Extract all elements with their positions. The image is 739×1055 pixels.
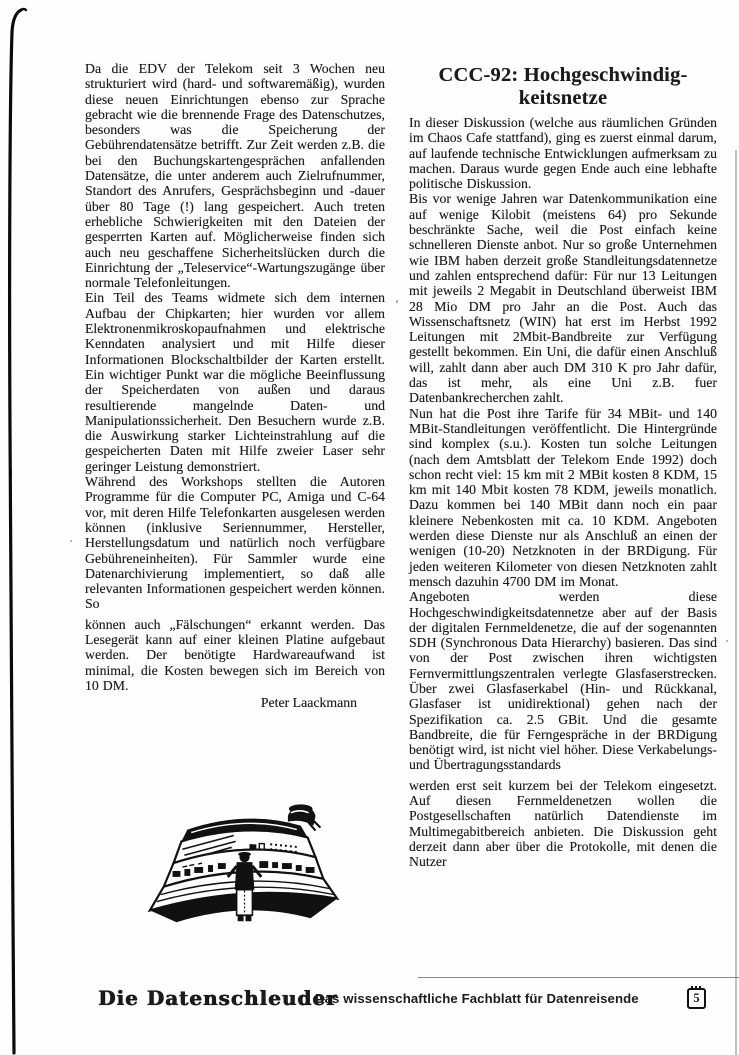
magazine-brand: Die Datenschleuder: [98, 986, 338, 1010]
paragraph: werden erst seit kurzem bei der Telekom eingesetzt. Auf diesen Fernmeldenetzen wollen die Postgesellschaften natürlich Datendienste im Multimegabitbereich anbieten. Die Diskussion geht derzeit dann aber über die Protokolle, mit denen die Nutzer: [409, 777, 717, 870]
paragraph: Da die EDV der Telekom seit 3 Wochen neu strukturiert wird (hard- und softwaremäßig), wurden diese neuen Einrichtungen ebenso zur Sprache gebracht wie die brennende Frage des Datenschutzes, besonders was die Speicherung der Gebührendatensätze betrifft. Zur Zeit werden z.B. die bei den Buchungskartengesprächen anfallenden Datensätze, die unter anderem auch Zielrufnummer, Standort des Anrufers, Gesprächsbeginn und -dauer über 80 Tage (!) lang gespeichert. Auch treten erhebliche Schwierigkeiten mit den Dateien der gesperrten Karten auf. Möglicherweise finden sich auch neu geschaffene Sicherheitslücken durch die Einrichtung der „Teleservice“-Wartungszugänge über normale Telefonleitungen.: [85, 61, 385, 291]
article-right-column: [409, 64, 717, 870]
scan-speck: [726, 640, 728, 642]
page-number-badge: [687, 988, 706, 1009]
article-title: [409, 64, 717, 109]
paragraph: Während des Workshops stellten die Autoren Programme für die Computer PC, Amiga und C-64 vor, mit deren Hilfe Telefonkarten ausgelesen werden können (inklusive Seriennummer, Hersteller, Herstellungsdatum und natürlich noch verfügbare Gebühreneinheiten). Für Sammler wurde eine Datenarchivierung implementiert, so daß alle relevanten Informationen gespeichert werden können. So: [85, 474, 385, 612]
article-title-line1: CCC-92: Hochgeschwindig-: [438, 64, 688, 86]
magazine-tagline: Das wissenschaftliche Fachblatt für Datenreisende: [315, 991, 639, 1006]
scan-right-edge-line: [735, 150, 737, 1055]
scan-speck: [70, 540, 72, 542]
page-number: 5: [693, 991, 700, 1005]
console-operator-illustration: [143, 800, 350, 938]
scan-speck: [396, 300, 398, 303]
paragraph: können auch „Fälschungen“ erkannt werden. Das Lesegerät kann auf einer kleinen Platine aufgebaut werden. Der benötigte Hardwareaufwand ist minimal, die Kosten bewegen sich im Bereich von 10 DM.: [85, 616, 385, 693]
paragraph: Ein Teil des Teams widmete sich dem internen Aufbau der Chipkarten; hier wurden vor allem Elektronenmikroskopaufnahmen und elektrische Kenndaten analysiert und mit Hilfe dieser Informationen Blockschaltbilder der Karten erstellt. Ein wichtiger Punkt war die mögliche Beeinflussung der Speicherdaten von außen und daraus resultierende mangelnde Daten- und Manipulationssicherheit. Den Besuchern wurde z.B. die Auswirkung starker Lichteinstrahlung auf die gespeicherten Daten mit Hilfe zweier Laser sehr geringer Leistung demonstriert.: [85, 290, 385, 474]
author-signature: Peter Laackmann: [260, 695, 357, 711]
paragraph: Bis vor wenige Jahren war Datenkommunikation eine auf wenige Kilobit (meistens 64) pro Sekunde beschränkte Sache, weil die Post einfach keine schnelleren Dienste anbot. Nur so große Unternehmen wie IBM haben derzeit große Standleitungsdatennetze und zahlen entsprechend dafür: Für nur 13 Leitungen mit jeweils 2 Megabit in Deutschland überweist IBM 28 Mio DM pro Jahr an die Post. Auch das Wissenschaftsnetz (WIN) hat erst im Herbst 1992 Leitungen mit 2Mbit-Bandbreite zur Verfügung gestellt bekommen. Ein Uni, die dafür einen Anschluß will, zahlt dann aber auch DM 310 K pro Jahr dafür, das ist mehr, als eine Uni z.B. fuer Datenbankrecherchen zahlt.: [409, 191, 717, 406]
paragraph: In dieser Diskussion (welche aus räumlichen Gründen im Chaos Cafe stattfand), ging es zuerst einmal darum, auf laufende technische Entwicklungen aufmerksam zu machen. Daraus wurde gegen Ende auch eine lebhafte politische Diskussion.: [409, 115, 717, 192]
article-title-line2: keitsnetze: [518, 86, 608, 109]
scan-edge-mark: [0, 0, 30, 1055]
footer-rule: [418, 977, 739, 978]
paragraph: Nun hat die Post ihre Tarife für 34 MBit- und 140 MBit-Standleitungen veröffentlicht. Die Hintergründe sind komplex (s.u.). Kosten tun solche Leitungen (nach dem Amtsblatt der Telekom Ende 1992) doch schon recht viel: 15 km mit 2 MBit kosten 8 KDM, 15 km mit 140 Mbit kosten 78 KDM, jeweils monatlich. Dazu kommen bei 140 MBit dann noch ein paar kleinere Nebenkosten mit ca. 10 KDM. Angeboten werden diese Dienste nur als Anschluß an einen der wenigen (10-20) Netzknoten in der BRDigung. Für jeden weiteren Kilometer von diesen Netzknoten zahlt mensch dazuhin 4700 DM im Monat.: [409, 405, 717, 589]
paragraph: Angeboten werden diese Hochgeschwindigkeitsdatennetze aber auf der Basis der digitalen Fernmeldenetze, die auf der sogenannten SDH (Synchronous Data Hierarchy) basieren. Das sind von der Post zwischen ihren wichtigsten Fernvermittlungszentralen verlegte Glasfaserstrecken. Über zwei Glasfaserkabel (Hin- und Rückkanal, Glasfaser ist unidirektional) gehen nach der Spezifikation ca. 2.5 GBit. Und die gesamte Bandbreite, die für Ferngespräche in der BRDigung benötigt wird, ist nicht viel höher. Diese Verkabelungs- und Übertragungsstandards: [409, 589, 717, 773]
article-left-column: [85, 61, 385, 710]
